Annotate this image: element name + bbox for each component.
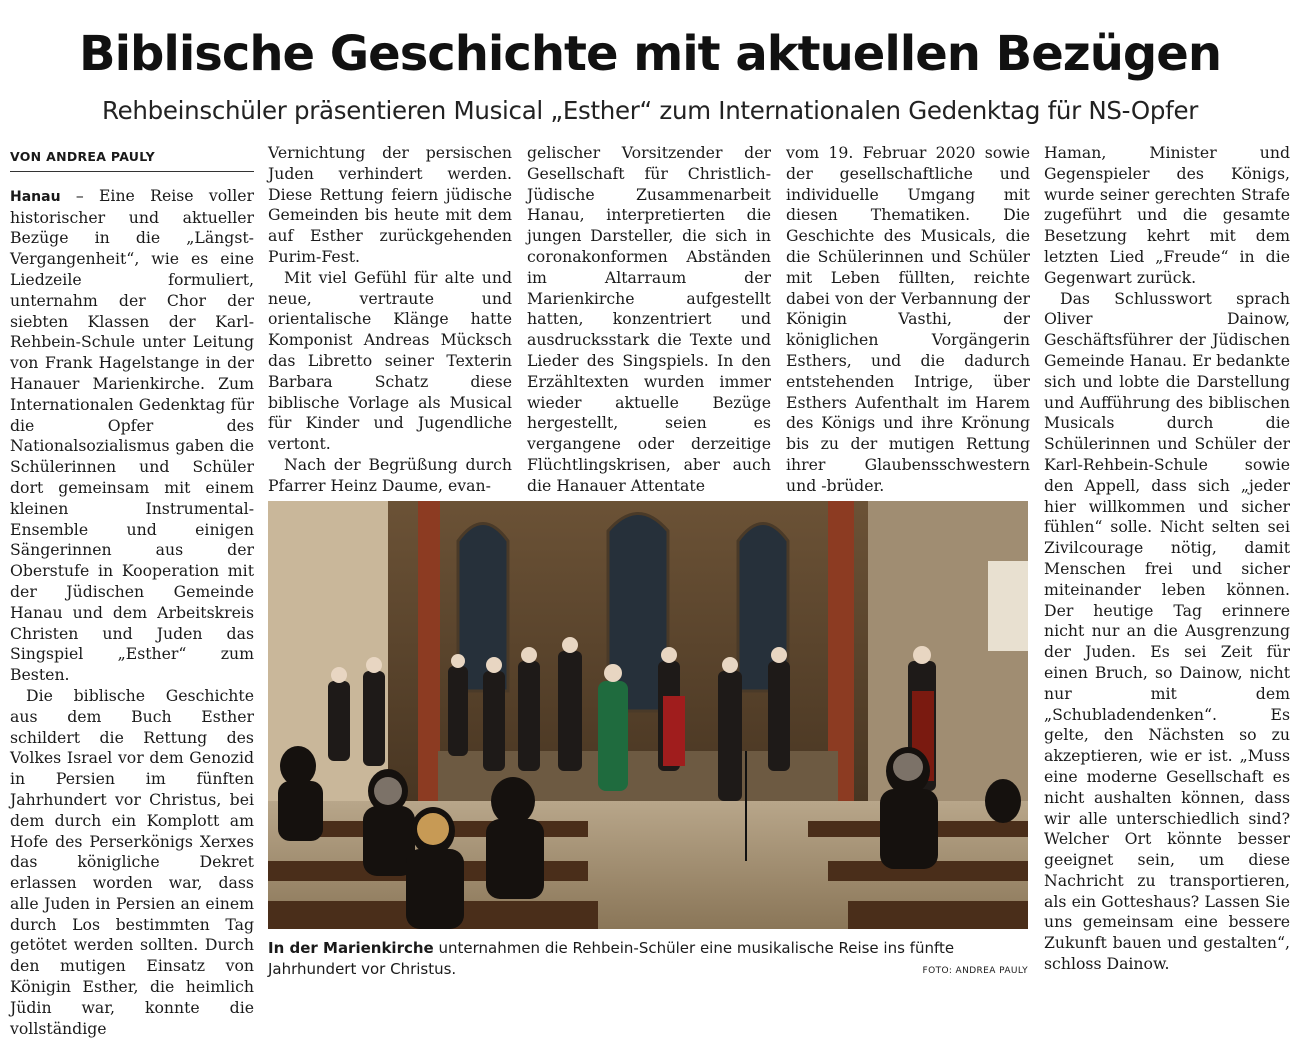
article-column-4: [786, 143, 1030, 497]
paragraph-text: – Eine Reise voller historischer und aktueller Bezüge in die „Längst-Vergangenheit“, wie es eine Liedzeile formuliert, unternahm der Chor der siebten Klassen der Karl-Rehbein-Schule unter Leitung von Frank Hagelstange in der Hanauer Marienkirche. Zum Internationalen Gedenktag für die Opfer des Nationalsozialismus gaben die Schülerinnen und Schüler dort gemeinsam mit einem kleinen Instrumental-Ensemble und einigen Sängerinnen aus der Oberstufe in Kooperation mit der Jüdischen Gemeinde Hanau und dem Arbeitskreis Christen und Juden das Singspiel „Esther“ zum Besten.: [10, 185, 254, 685]
paragraph: Das Schlusswort sprach Oliver Dainow, Geschäftsführer der Jüdischen Gemeinde Hanau. Er bedankte sich und lobte die Darstellung und Aufführung des biblischen Musicals durch die Schülerinnen und Schüler der Karl-Rehbein-Schule sowie den Appell, dass sich „jeder hier willkommen und sicher fühlen“ solle. Nicht selten sei Zivilcourage nötig, damit Menschen frei und sicher miteinander leben können. Der heutige Tag erinnere nicht nur an die Ausgrenzung der Juden. Es sei Zeit für einen Bruch, so Dainow, nicht nur mit dem „Schubladendenken“. Es gelte, den Nächsten so zu akzeptieren, wie er ist. „Muss eine moderne Gesellschaft es nicht aushalten können, dass wir alle unterschiedlich sind? Welcher Ort könnte besser geeignet sein, um diese Nachricht zu transportieren, als ein Gotteshaus? Lassen Sie uns gemeinsam eine bessere Zukunft bauen und gestalten“, schloss Dainow.: [1044, 288, 1290, 974]
paragraph: [10, 186, 254, 686]
paragraph: Haman, Minister und Gegenspieler des Königs, wurde seiner gerechten Strafe zugeführt und die gesamte Besetzung kehrt mit dem letzten Lied „Freude“ in die Gegenwart zurück.: [1044, 143, 1290, 287]
paragraph: Nach der Begrüßung durch Pfarrer Heinz Daume, evan-: [268, 454, 512, 495]
article-column-1: [10, 147, 254, 1039]
paragraph: gelischer Vorsitzender der Gesellschaft für Christlich-Jüdische Zusammenarbeit Hanau, interpretierten die jungen Darsteller, die sich in coronakonformen Abständen im Altarraum der Marienkirche aufgestellt hatten, konzentriert und ausdrucksstark die Texte und Lieder des Singspiels. In den Erzähltexten wurden immer wieder aktuelle Bezüge hergestellt, seien es vergangene oder derzeitige Flüchtlingskrisen, aber auch die Hanauer Attentate: [527, 143, 771, 495]
paragraph: Die biblische Geschichte aus dem Buch Esther schildert die Rettung des Volkes Israel vor dem Genozid in Persien im fünften Jahrhundert vor Christus, bei dem durch ein Komplott am Hofe des Perserkönigs Xerxes das königliche Dekret erlassen worden war, dass alle Juden in Persien an einem durch Los bestimmten Tag getötet werden sollten. Durch den mutigen Einsatz von Königin Esther, die heimlich Jüdin war, konnte die vollständige: [10, 685, 254, 1038]
caption-text: unternahmen die Rehbein-Schüler eine musikalische Reise ins fünfte Jahrhundert vor Christus.: [268, 939, 955, 978]
paragraph: Vernichtung der persischen Juden verhindert werden. Diese Rettung feiern jüdische Gemeinden bis heute mit dem auf Esther zurückgehenden Purim-Fest.: [268, 143, 512, 266]
photo-caption: [268, 938, 1028, 980]
article-column-2: [268, 143, 512, 497]
article-column-5: [1044, 143, 1290, 975]
byline: VON ANDREA PAULY: [10, 147, 254, 172]
dateline: Hanau: [10, 188, 61, 205]
paragraph: vom 19. Februar 2020 sowie der gesellschaftliche und individuelle Umgang mit diesen Thematiken. Die Geschichte des Musicals, die die Schülerinnen und Schüler mit Leben füllten, reichte dabei von der Verbannung der Königin Vasthi, der königlichen Vorgängerin Esthers, und die dadurch entstehenden Intrige, über Esthers Aufenthalt im Harem des Königs und ihre Krönung bis zu der mutigen Rettung ihrer Glaubensschwestern und -brüder.: [786, 143, 1030, 495]
headline: Biblische Geschichte mit aktuellen Bezügen: [79, 26, 1221, 82]
caption-lead: In der Marienkirche: [268, 939, 434, 957]
photo-credit: FOTO: ANDREA PAULY: [922, 966, 1028, 976]
paragraph: Mit viel Gefühl für alte und neue, vertraute und orientalische Klänge hatte Komponist Andreas Mücksch das Libretto seiner Texterin Barbara Schatz diese biblische Vorlage als Musical für Kinder und Jugendliche vertont.: [268, 267, 512, 454]
subheadline: Rehbeinschüler präsentieren Musical „Esther“ zum Internationalen Gedenktag für NS-Opfer: [101, 96, 1199, 125]
article-column-3: [527, 143, 771, 497]
church-concert-photo: [268, 501, 1028, 929]
